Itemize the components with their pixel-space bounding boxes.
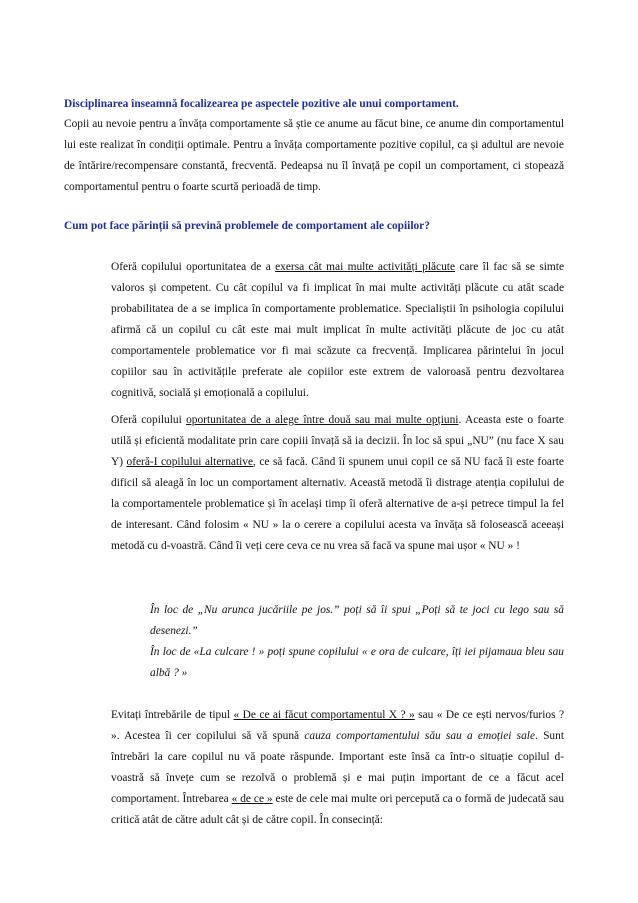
paragraph-activities	[111, 257, 564, 404]
underlined-phrase: oferă-I copilului alternative	[126, 456, 254, 468]
paragraph-text: , ce să facă. Când îi spunem unui copil ce să NU facă îi este foarte dificil să aleagă în loc un comportament alternativ. Această metodă îi distrage atenția copilului de la comportamentele problematice și în același timp îi oferă alternative de a-și petrece timpul la fel de interesant. Când folosim « NU » la o cerere a copilului acesta va învăța să folosească aceeași metodă cu d-voastră. Când îi veți cere ceva ce nu vrea să facă va spune mai ușor « NU » !	[111, 456, 564, 552]
paragraph-text: Oferă copilului	[111, 414, 187, 426]
paragraph-questions	[111, 705, 564, 831]
example-quote-2: În loc de «La culcare ! » poți spune copilului « e ora de culcare, îți iei pijamaua bleu sau albă ? »	[150, 646, 564, 679]
paragraph-choices	[111, 410, 564, 557]
paragraph-text: . Aceasta este o foarte utilă și eficientă modalitate prin care copiii învață să ia decizii. În loc să spui „NU” (nu face X sau Y)	[111, 414, 564, 468]
italic-phrase: cauza comportamentului său sau a emoției sale	[304, 730, 536, 742]
section-heading-disciplinarea: Disciplinarea înseamnă focalizearea pe aspectele pozitive ale unui comportament.	[64, 98, 459, 110]
paragraph-text: care îl fac să se simte valoros și competent. Cu cât copilul va fi implicat în mai multe activități plăcute cu atât scade probabilitatea de a se implica în comportamente problematice. Specialiștii în psihologia copilului afirmă că un copilul cu cât este mai mult implicat în multe activități plăcute de joc cu atât comportamentele problematice vor fi mai scăzute ca frecvență. Implicarea părintelui în jocul copiilor sau în activitățile preferate ale copiilor este extrem de valoroasă pentru dezvoltarea cognitivă, socială și emoțională a copilului.	[111, 261, 564, 399]
underlined-phrase: oportunitatea de a alege între două sau mai multe opțiuni	[186, 414, 459, 426]
paragraph-text: Evitați întrebările de tipul	[111, 709, 234, 721]
paragraph-text: este de cele mai multe ori percepută ca o formă de judecată sau critică atât de către adult cât și de către copil. În consecință:	[111, 793, 565, 826]
paragraph-text: Oferă copilului oportunitatea de a	[111, 261, 276, 273]
example-quote-1: În loc de „Nu arunca jucăriile pe jos.” poți să îi spui „Poți să te joci cu lego sau să desenezi.”	[150, 604, 564, 637]
underlined-phrase: exersa cât mai multe activități plăcute	[275, 261, 456, 273]
underlined-phrase: « de ce »	[231, 793, 273, 805]
underlined-phrase: « De ce ai făcut comportamentul X ? »	[233, 709, 415, 721]
paragraph-intro: Copii au nevoie pentru a învăța comportamente să știe ce anume au făcut bine, ce anume din comportamentul lui este realizat în condiții optimale. Pentru a învăța comportamente pozitive copilul, ca și adultul are nevoie de întărire/recompensare constantă, frecventă. Pedeapsa nu îl învață pe copil un comportament, ci stopează comportamentul pentru o foarte scurtă perioadă de timp.	[64, 118, 564, 193]
section-heading-prevention: Cum pot face părinții să prevină problemele de comportament ale copiilor?	[64, 220, 430, 232]
paragraph-text: . Sunt întrebări la care copilul nu vă poate răspunde. Important este însă ca într-o situație copilul d-voastră să învețe cum se rezolvă o problemă și e mai puțin important de ce a făcut acel comportament. Întrebarea	[111, 730, 564, 805]
paragraph-text: sau « De ce ești nervos/furios ? ». Acestea îi cer copilului să vă spună	[111, 709, 565, 742]
